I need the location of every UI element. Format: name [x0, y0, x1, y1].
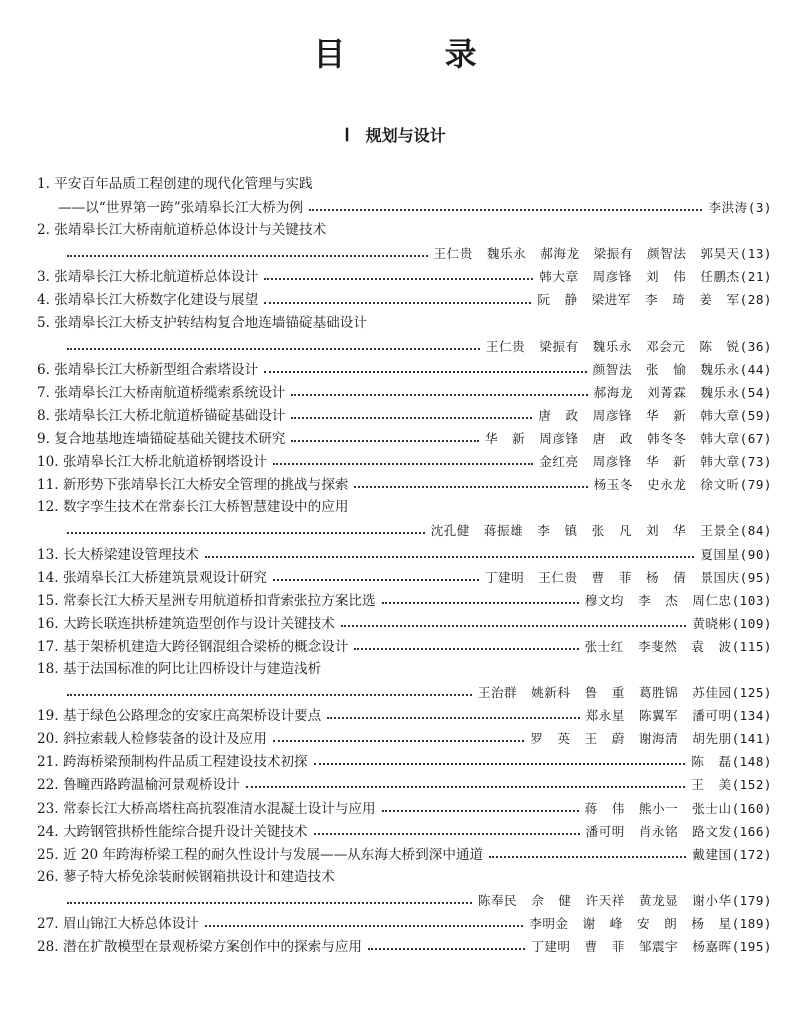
- toc-entry-authors-block: [539, 450, 772, 473]
- dot-leader: [67, 531, 425, 534]
- dot-leader: [382, 601, 579, 604]
- toc-entry-title: 9. 复合地基地连墙锚碇基础关键技术研究: [37, 431, 286, 448]
- toc-entry: [37, 635, 772, 658]
- toc-entry-subtitle: ——以“世界第一跨”张靖皋长江大桥为例: [58, 200, 303, 217]
- toc-entry-authors-block: [594, 473, 772, 496]
- toc-entry-authors-block: [431, 519, 772, 542]
- toc-entry-page: (134): [731, 708, 772, 724]
- toc-entry-authors: 戴建国: [692, 846, 732, 862]
- dot-leader: [67, 901, 472, 904]
- toc-entry-authors-block: [586, 820, 772, 843]
- toc-entry-authors: 王治群 姚新科 鲁 重 葛胜锦 苏佳园: [477, 685, 732, 701]
- toc-entry-authors-block: [708, 196, 772, 219]
- toc-entry-page: (141): [731, 731, 772, 747]
- dot-leader: [354, 485, 587, 488]
- toc-entry-page: (166): [731, 823, 772, 839]
- dot-leader: [309, 208, 702, 211]
- toc-entry-authors-block: [485, 427, 772, 450]
- toc-entry-authors-block: [585, 797, 772, 820]
- toc-entry-title: 27. 眉山锦江大桥总体设计: [37, 916, 199, 932]
- toc-entry-authors: 陈奉民 佘 健 许天祥 黄龙显 谢小华: [477, 892, 732, 908]
- toc-entry-authors: 王 美: [691, 777, 732, 793]
- toc-entry-page: (195): [731, 939, 772, 955]
- toc-entry-authors-line: [37, 889, 772, 912]
- toc-entry-title: 3. 张靖皋长江大桥北航道桥总体设计: [37, 269, 259, 286]
- section-heading: [0, 124, 790, 147]
- toc-entry: [37, 404, 772, 427]
- toc-entry-authors: 沈孔健 蒋振雄 李 镇 张 凡 刘 华 王景全: [430, 523, 740, 539]
- toc-entry-page: (103): [731, 592, 772, 608]
- toc-entry-authors: 张士红 李斐然 袁 波: [584, 638, 732, 654]
- toc-entry-title: 25. 近 20 年跨海桥梁工程的耐久性设计与发展——从东海大桥到深中通道: [37, 846, 484, 863]
- toc-entry-authors: 金红亮 周彦锋 华 新 韩大章: [539, 454, 740, 470]
- toc-entry-title: 5. 张靖皋长江大桥支护转结构复合地连墙锚碇基础设计: [37, 314, 367, 331]
- toc-entry-title: 23. 常泰长江大桥高塔柱高抗裂准清水混凝土设计与应用: [37, 800, 376, 817]
- toc-entry: [37, 589, 772, 612]
- dot-leader: [354, 647, 578, 650]
- toc-entry-title: 13. 长大桥梁建设管理技术: [37, 546, 199, 563]
- toc-entry-title: 1. 平安百年品质工程创建的现代化管理与实践: [37, 176, 313, 192]
- toc-entry-authors-block: [539, 265, 772, 288]
- toc-entry-authors: 郝海龙 刘菁霖 魏乐永: [593, 384, 740, 400]
- toc-entry-page: (54): [739, 384, 772, 400]
- toc-entry: [37, 358, 772, 381]
- section-number: Ⅰ: [344, 125, 350, 145]
- toc-entry-authors: 阮 静 梁进军 李 琦 姜 军: [537, 292, 740, 308]
- dot-leader: [264, 301, 531, 304]
- toc-entry-title: 7. 张靖皋长江大桥南航道桥缆索系统设计: [37, 384, 286, 401]
- dot-leader: [67, 347, 480, 350]
- toc-entry-authors-line: [37, 242, 772, 265]
- toc-entry: [37, 566, 772, 589]
- toc-entry-authors: 丁建明 王仁贵 曹 菲 杨 倩 景国庆: [484, 569, 740, 585]
- toc-entry-page: (36): [739, 338, 772, 354]
- toc-entry-authors: 杨玉冬 史永龙 徐文昕: [593, 477, 740, 493]
- dot-leader: [273, 462, 533, 465]
- toc-entry-page: (84): [739, 523, 772, 539]
- toc-entry-authors-line: [37, 335, 772, 358]
- toc-entry-authors-line: [37, 196, 772, 219]
- toc-entry-authors-block: [692, 612, 772, 635]
- toc-entry-authors-block: [692, 843, 772, 866]
- toc-entry-page: (125): [731, 685, 772, 701]
- toc-entry-title: 28. 潜在扩散模型在景观桥梁方案创作中的探索与应用: [37, 939, 363, 956]
- toc-entry: [37, 750, 772, 773]
- toc-entry-page: (3): [747, 200, 772, 216]
- toc-entry-title: 22. 鲁疃西路跨温榆河景观桥设计: [37, 777, 240, 794]
- toc-entry-authors-line: [37, 681, 772, 704]
- section-label: 规划与设计: [365, 126, 446, 145]
- toc-entry-authors: 华 新 周彦锋 唐 政 韩冬冬 韩大章: [484, 431, 740, 447]
- toc-entry-page: (152): [731, 777, 772, 793]
- toc-entry-title: 2. 张靖皋长江大桥南航道桥总体设计与关键技术: [37, 222, 327, 239]
- toc-entry-page: (179): [731, 892, 772, 908]
- toc-entry-authors-block: [529, 912, 772, 935]
- toc-entry: [37, 935, 772, 958]
- toc-entry-authors-block: [538, 404, 772, 427]
- toc-entry-authors-block: [593, 358, 772, 381]
- toc-entry-authors: 王仁贵 梁振有 魏乐永 邓会元 陈 锐: [485, 338, 740, 354]
- toc-entry-authors: 罗 英 王 蔚 谢海清 胡先朋: [530, 731, 732, 747]
- toc-entry: [37, 820, 772, 843]
- toc-entry-authors: 陈 磊: [691, 754, 732, 770]
- page-title: 目 录: [313, 35, 521, 73]
- toc-entry: [37, 773, 772, 796]
- toc-entry-authors-block: [478, 681, 772, 704]
- dot-leader: [67, 693, 472, 696]
- toc-entry-authors-block: [586, 704, 772, 727]
- dot-leader: [314, 832, 580, 835]
- table-of-contents: [37, 173, 772, 958]
- dot-leader: [273, 739, 524, 742]
- toc-entry-page: (189): [731, 916, 772, 931]
- toc-entry-authors-line: [37, 519, 772, 542]
- toc-entry-title: 4. 张靖皋长江大桥数字化建设与展望: [37, 292, 259, 309]
- toc-entry-title: 19. 基于绿色公路理念的安家庄高架桥设计要点: [37, 708, 322, 725]
- toc-entry-title: 21. 跨海桥梁预制构件品质工程建设技术初探: [37, 754, 308, 771]
- toc-entry-authors-block: [478, 889, 772, 912]
- toc-entry-title: 12. 数字孪生技术在常泰长江大桥智慧建设中的应用: [37, 499, 349, 516]
- toc-entry: [37, 381, 772, 404]
- toc-entry-authors: 穆文均 李 杰 周仁忠: [584, 592, 732, 608]
- toc-entry: [37, 543, 772, 566]
- toc-entry: [37, 727, 772, 750]
- toc-entry-authors: 韩大章 周彦锋 刘 伟 任鹏杰: [539, 269, 740, 285]
- toc-entry-authors-block: [594, 381, 772, 404]
- toc-entry: [37, 797, 772, 820]
- toc-entry-page: (28): [739, 292, 772, 308]
- toc-entry-authors: 唐 政 周彦锋 华 新 韩大章: [538, 407, 740, 423]
- toc-entry-authors-block: [700, 543, 772, 566]
- dot-leader: [489, 855, 686, 858]
- toc-entry-authors: 黄晓彬: [692, 615, 732, 631]
- toc-entry-page: (160): [731, 800, 772, 816]
- toc-entry-title-line: [37, 866, 772, 889]
- toc-entry-title: 6. 张靖皋长江大桥新型组合索塔设计: [37, 361, 259, 378]
- toc-entry-title: 16. 大跨长联连拱桥建筑造型创作与设计关键技术: [37, 615, 335, 632]
- toc-entry-page: (59): [739, 407, 772, 423]
- dot-leader: [291, 439, 479, 442]
- toc-entry-authors-block: [530, 727, 772, 750]
- dot-leader: [314, 762, 686, 765]
- toc-entry-authors-block: [485, 566, 772, 589]
- toc-entry-authors: 颜智法 张 愉 魏乐永: [592, 361, 740, 377]
- dot-leader: [246, 785, 686, 788]
- toc-entry-page: (95): [739, 569, 772, 585]
- dot-leader: [368, 947, 525, 950]
- toc-entry-title-line: [37, 496, 772, 519]
- dot-leader: [291, 393, 587, 396]
- toc-entry-authors-block: [691, 750, 772, 773]
- toc-entry-title: 8. 张靖皋长江大桥北航道桥锚碇基础设计: [37, 407, 286, 424]
- toc-entry: [37, 288, 772, 311]
- toc-entry-authors-block: [537, 288, 772, 311]
- toc-entry-authors: 李明金 谢 峰 安 朗 杨 星: [529, 916, 732, 931]
- toc-entry-page: (148): [731, 754, 772, 770]
- dot-leader: [205, 555, 694, 558]
- dot-leader: [382, 809, 579, 812]
- toc-entry: [37, 450, 772, 473]
- toc-entry-authors: 丁建明 曹 菲 邹震宇 杨嘉晖: [531, 939, 732, 955]
- toc-entry-page: (115): [731, 638, 772, 654]
- toc-entry-page: (44): [739, 361, 772, 377]
- toc-entry-page: (90): [739, 546, 772, 562]
- toc-entry-authors: 蒋 伟 熊小一 张士山: [584, 800, 732, 816]
- toc-entry-authors-block: [531, 935, 772, 958]
- dot-leader: [264, 277, 533, 280]
- dot-leader: [273, 578, 479, 581]
- toc-entry-authors-block: [691, 773, 772, 796]
- dot-leader: [341, 624, 686, 627]
- toc-entry-title: 18. 基于法国标准的阿比让四桥设计与建造浅析: [37, 660, 322, 677]
- toc-entry-page: (172): [731, 846, 772, 862]
- dot-leader: [67, 254, 428, 257]
- toc-entry-page: (13): [739, 246, 772, 262]
- toc-entry-authors-block: [434, 242, 772, 265]
- toc-entry-page: (67): [739, 431, 772, 447]
- toc-entry-page: (21): [739, 269, 772, 285]
- toc-entry-title-line: [37, 312, 772, 335]
- toc-entry-page: (73): [739, 454, 772, 470]
- toc-entry: [37, 427, 772, 450]
- toc-entry-title-line: [37, 219, 772, 242]
- toc-entry-authors: 王仁贵 魏乐永 郝海龙 梁振有 颜智法 郭昊天: [433, 246, 740, 262]
- dot-leader: [291, 416, 532, 419]
- toc-entry-authors: 夏国星: [700, 546, 740, 562]
- toc-entry-title-line: [37, 173, 772, 196]
- toc-entry-page: (109): [731, 615, 772, 631]
- toc-entry-title: 14. 张靖皋长江大桥建筑景观设计研究: [37, 569, 267, 586]
- toc-entry-title: 24. 大跨钢管拱桥性能综合提升设计关键技术: [37, 823, 308, 840]
- toc-entry: [37, 912, 772, 935]
- toc-entry-authors-block: [486, 335, 772, 358]
- toc-entry-title: 15. 常泰长江大桥天星洲专用航道桥扣背索张拉方案比选: [37, 592, 376, 609]
- toc-entry: [37, 473, 772, 496]
- toc-entry: [37, 612, 772, 635]
- toc-entry: [37, 843, 772, 866]
- toc-entry-authors: 郑永星 陈翼军 潘可明: [585, 708, 732, 724]
- toc-entry-title: 20. 斜拉索载人检修装备的设计及应用: [37, 731, 267, 748]
- toc-entry-authors: 潘可明 肖永铭 路文发: [585, 823, 732, 839]
- toc-entry-title: 11. 新形势下张靖皋长江大桥安全管理的挑战与探索: [37, 477, 349, 494]
- toc-entry-title-line: [37, 658, 772, 681]
- toc-entry-title: 26. 蓼子特大桥免涂装耐候钢箱拱设计和建造技术: [37, 868, 335, 885]
- toc-entry-page: (79): [739, 477, 772, 493]
- toc-entry-authors: 李洪涛: [708, 200, 748, 216]
- dot-leader: [264, 370, 586, 373]
- toc-entry-authors-block: [585, 635, 772, 658]
- toc-entry-authors-block: [585, 589, 772, 612]
- dot-leader: [205, 924, 523, 927]
- toc-entry: [37, 265, 772, 288]
- toc-entry: [37, 704, 772, 727]
- toc-entry-title: 10. 张靖皋长江大桥北航道桥钢塔设计: [37, 454, 267, 471]
- toc-entry-title: 17. 基于架桥机建造大跨径钢混组合梁桥的概念设计: [37, 638, 349, 655]
- dot-leader: [327, 716, 579, 719]
